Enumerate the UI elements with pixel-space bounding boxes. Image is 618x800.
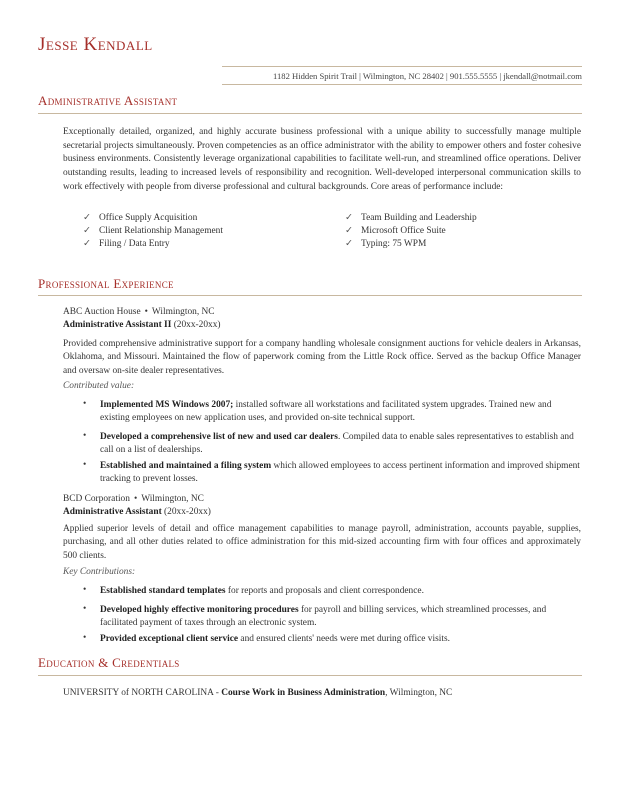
bullet-dot: • [83, 460, 87, 470]
bullet-text: for payroll and billing services, which streamlined processes, and facilitated payment of taxes through an electronic system. [100, 605, 547, 629]
course-name: Course Work in Business Administration [221, 688, 386, 698]
objective-heading: Administrative Assistant [38, 93, 178, 108]
job-dates: (20xx-20xx) [173, 320, 221, 330]
job-company-line [63, 494, 204, 504]
skill-label: Office Supply Acquisition [99, 213, 198, 223]
check-icon: ✓ [83, 226, 91, 236]
skill-item [345, 225, 446, 238]
job-dates: (20xx-20xx) [164, 507, 211, 517]
job-company-line [63, 307, 215, 317]
bullet-text: which allowed employees to access pertinent information and improved shipment tracking to prevent losses. [100, 461, 580, 485]
skill-label: Typing: 75 WPM [361, 239, 427, 249]
bullet-dot: • [83, 633, 87, 643]
skill-item [83, 225, 223, 238]
job-title-line [63, 320, 221, 330]
separator-dot: • [133, 494, 138, 504]
bullet-dot: • [83, 585, 87, 595]
education-heading: Education & Credentials [38, 655, 180, 670]
contact-info: 1182 Hidden Spirit Trail | Wilmington, NC 28402 | 901.555.5555 | jkendall@notmail.com [273, 71, 582, 81]
check-icon: ✓ [345, 226, 353, 236]
bullet-dot: • [83, 604, 87, 614]
bullet-bold: Implemented MS Windows 2007; [100, 400, 234, 410]
value-label: Key Contributions: [63, 567, 136, 577]
job-title-line [63, 507, 211, 517]
candidate-name: Jesse Kendall [38, 34, 153, 55]
experience-heading: Professional Experience [38, 276, 174, 291]
check-icon: ✓ [83, 239, 91, 249]
job-description: Applied superior levels of detail and office management capabilities to manage payroll, administration, accounts payable, supplies, purchasing, and all other duties related to office administration for this mid-sized accounting firm with four offices and approximately 500 clients. [63, 524, 581, 561]
bullet-text: and ensured clients' needs were met during office visits. [238, 634, 450, 644]
bullet-bold: Established standard templates [100, 586, 226, 596]
header-rule [222, 66, 582, 67]
education-line [63, 688, 452, 698]
check-icon: ✓ [345, 213, 353, 223]
bullet-bold: Established and maintained a filing system [100, 461, 272, 471]
skill-item [345, 212, 477, 225]
bullet-dot: • [83, 399, 87, 409]
job-location: Wilmington, NC [141, 494, 204, 504]
objective-summary: Exceptionally detailed, organized, and highly accurate business professional with a unique ability to successfully manage multiple secretarial projects simultaneously. Proven competencies as an office administrator with the ability to empower others and foster cohesive business environments. Consistently leverage organizational capabilities to facilitate well-run, and streamlined office operations. Deliver outstanding results, leading to increased levels of responsibility and recognition. Well-developed interpersonal communication skills to work effectively with people from diverse professional and cultural backgrounds. Core areas of performance include: [63, 127, 581, 192]
value-label: Contributed value: [63, 381, 135, 391]
bullet-text: . Compiled data to enable sales representatives to establish and call on a list of dealerships. [100, 432, 574, 456]
skill-label: Team Building and Leadership [361, 213, 477, 223]
check-icon: ✓ [83, 213, 91, 223]
skill-item [83, 212, 197, 225]
company-name: BCD Corporation [63, 494, 130, 504]
job-location: Wilmington, NC [151, 307, 215, 317]
job-description: Provided comprehensive administrative support for a company handling wholesale consignment auctions for vehicle dealers in Arkansas, Oklahoma, and Missouri. Maintained the flow of paperwork coming from the Little Rock office. Served as the backup Office Manager and oversaw on-site dealer representatives. [63, 339, 581, 376]
separator-dot: • [144, 307, 148, 317]
skill-label: Client Relationship Management [99, 226, 223, 236]
education-rule [38, 675, 582, 676]
school-location: , Wilmington, NC [385, 688, 453, 698]
contact-rule [222, 84, 582, 85]
bullet-text: installed software all workstations and facilitated system upgrades. Trained new and existing employees on new application uses, and provided on-site technical support. [100, 400, 552, 424]
skill-label: Microsoft Office Suite [361, 226, 446, 236]
job-title: Administrative Assistant [63, 507, 162, 517]
experience-rule [38, 295, 582, 296]
bullet-bold: Developed a comprehensive list of new and used car dealers [100, 432, 338, 442]
skill-item [345, 238, 426, 251]
company-name: ABC Auction House [63, 307, 141, 317]
bullet-bold: Provided exceptional client service [100, 634, 239, 644]
bullet-text: for reports and proposals and client correspondence. [225, 586, 424, 596]
skill-item [83, 238, 170, 251]
bullet-bold: Developed highly effective monitoring procedures [100, 605, 299, 615]
bullet-dot: • [83, 431, 87, 441]
job-title: Administrative Assistant II [63, 320, 172, 330]
check-icon: ✓ [345, 239, 353, 249]
objective-rule [38, 113, 582, 114]
school-name: UNIVERSITY of NORTH CAROLINA - [63, 688, 222, 698]
skill-label: Filing / Data Entry [99, 239, 170, 249]
